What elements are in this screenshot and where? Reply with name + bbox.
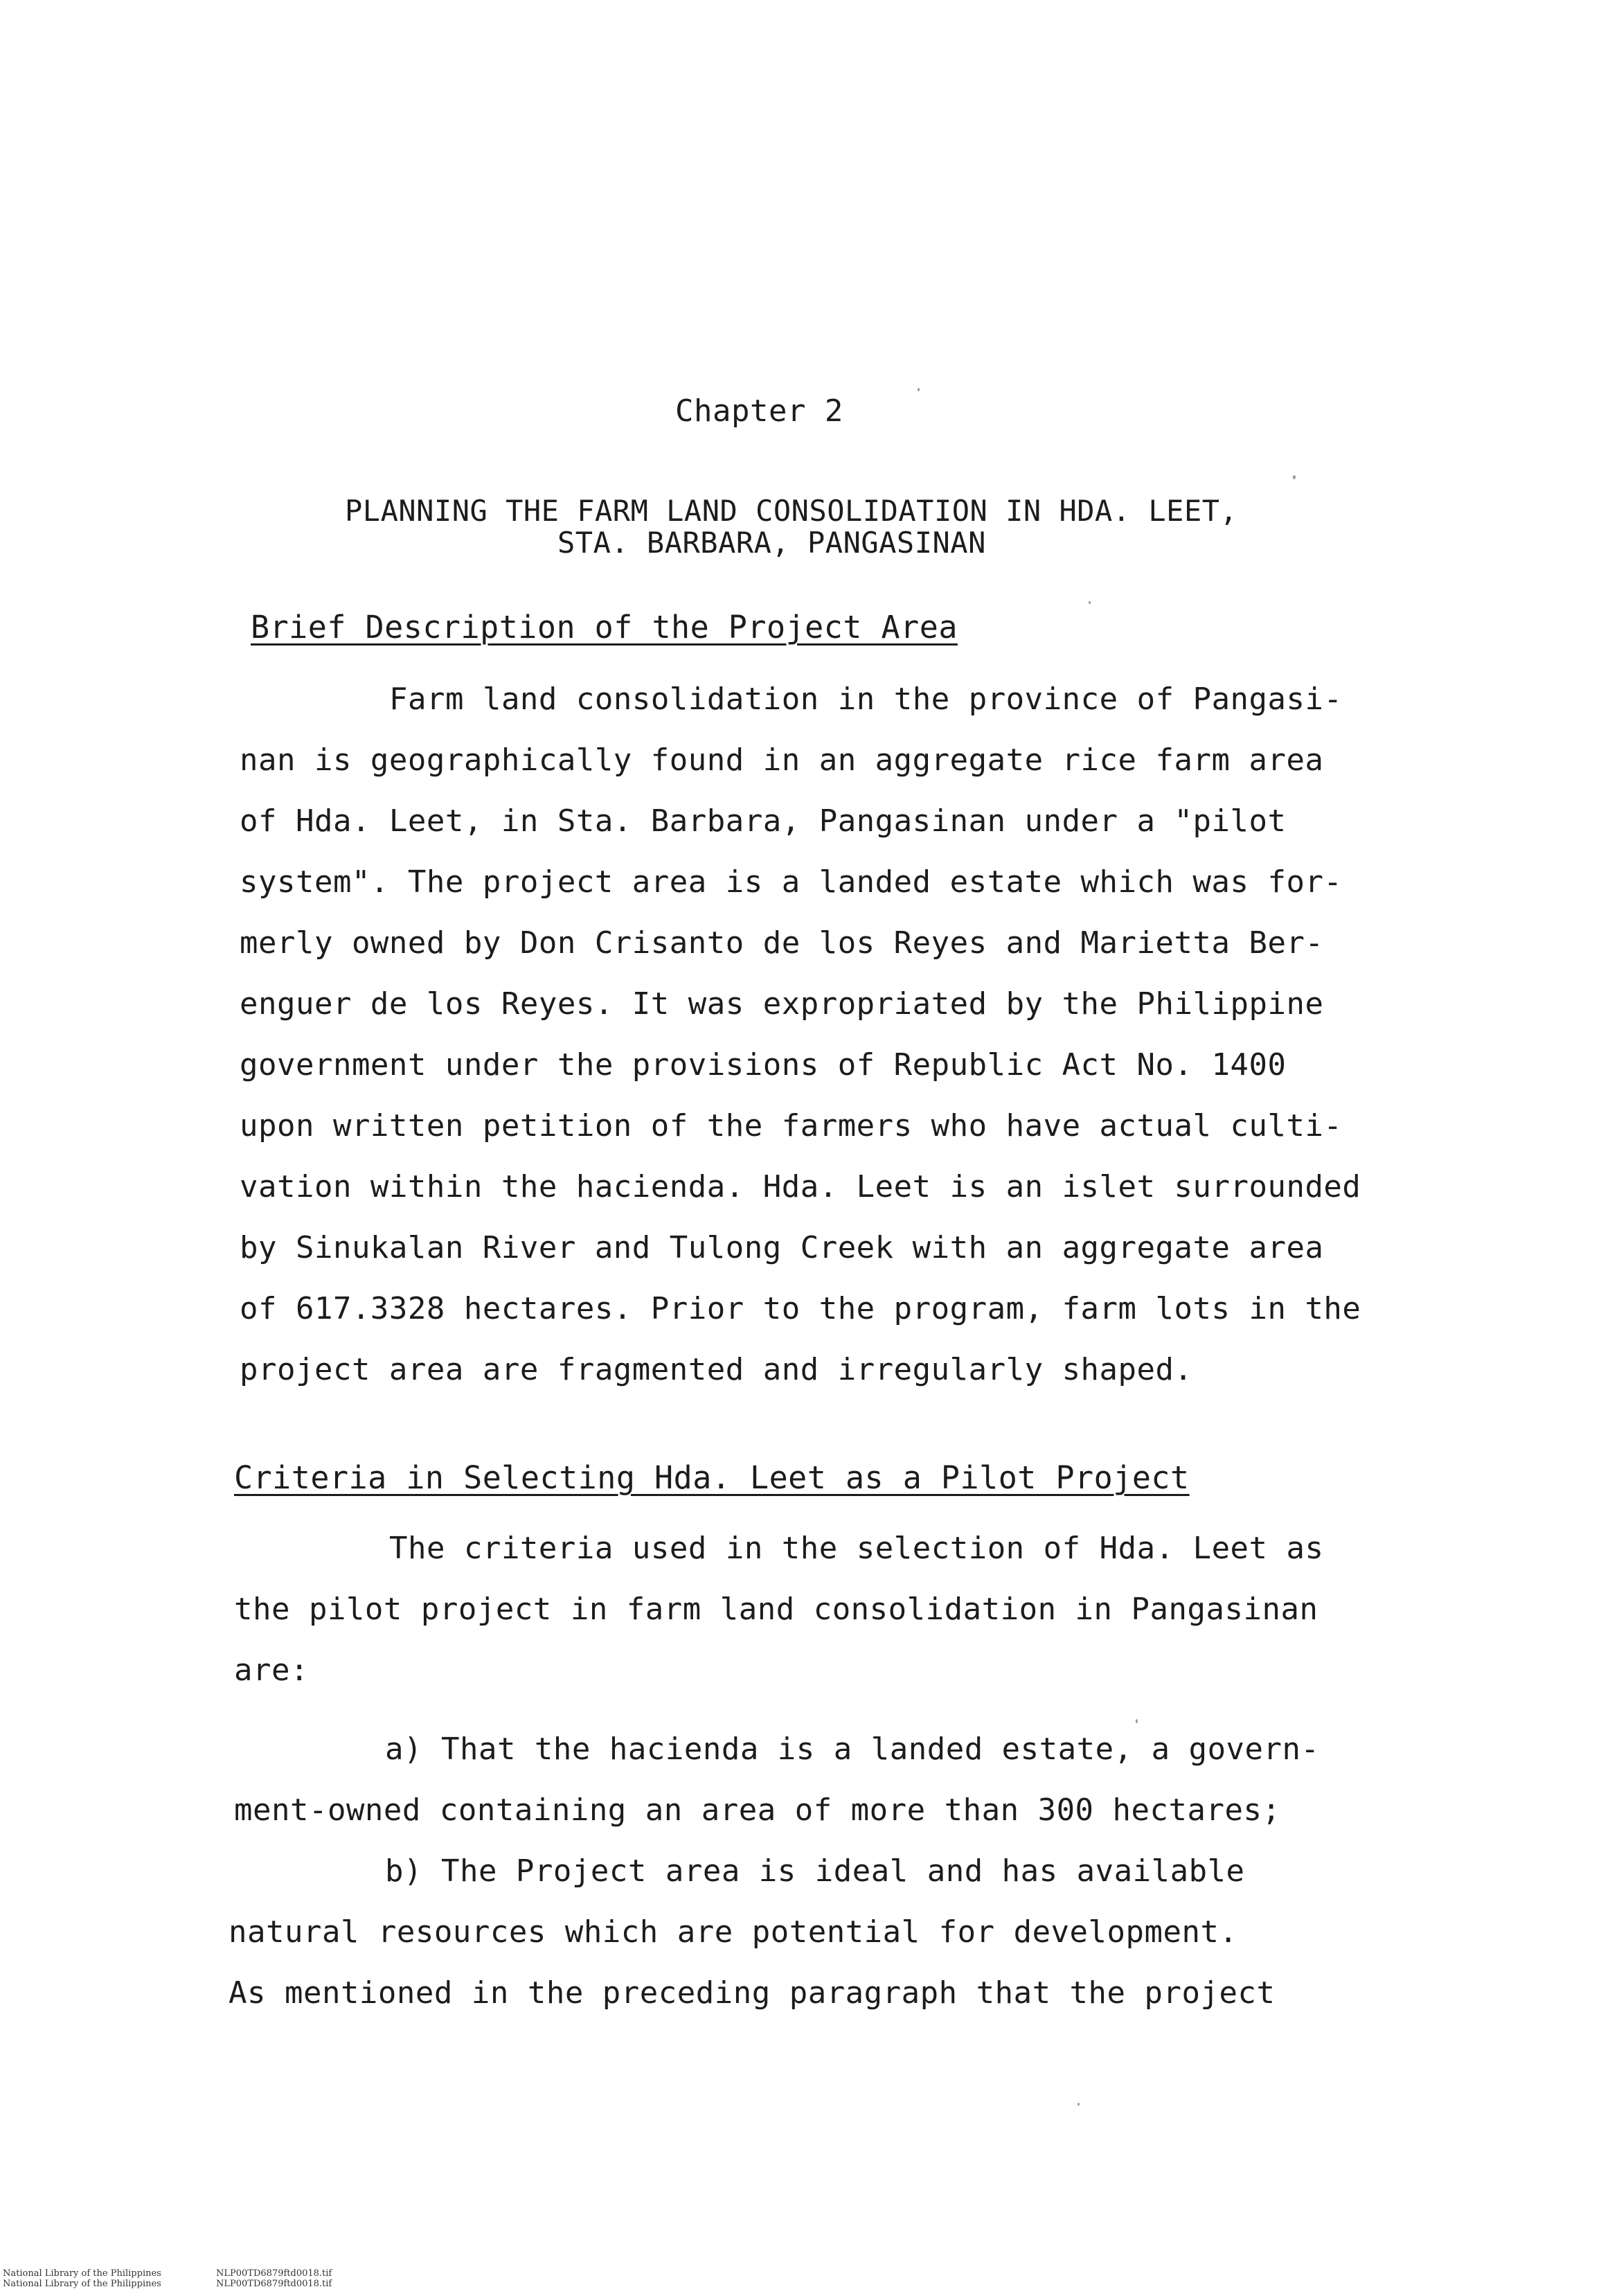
paragraph-line: upon written petition of the farmers who have actual culti- — [240, 1108, 1343, 1143]
scan-speck — [1089, 601, 1091, 604]
paragraph-line: project area are fragmented and irregularly shaped. — [240, 1352, 1193, 1387]
section-heading-project-area: Brief Description of the Project Area — [251, 609, 958, 646]
list-item-a-line: a) That the hacienda is a landed estate, a govern- — [385, 1732, 1320, 1767]
paragraph-line: are: — [234, 1653, 309, 1688]
section-heading-criteria: Criteria in Selecting Hda. Leet as a Pilot Project — [234, 1459, 1190, 1496]
paragraph-line: As mentioned in the preceding paragraph that the project — [229, 1975, 1276, 2011]
scan-speck — [1136, 1719, 1138, 1723]
chapter-title-line-2: STA. BARBARA, PANGASINAN — [557, 526, 986, 560]
list-item-b-line: b) The Project area is ideal and has available — [385, 1853, 1245, 1889]
paragraph-line: by Sinukalan River and Tulong Creek with an aggregate area — [240, 1230, 1324, 1265]
paragraph-line: Farm land consolidation in the province of Pangasi- — [389, 682, 1343, 717]
footer-library-name: National Library of the Philippines — [3, 2268, 161, 2279]
paragraph-line: government under the provisions of Republic Act No. 1400 — [240, 1047, 1287, 1083]
scan-speck — [1077, 2103, 1080, 2106]
footer-file-name: NLP00TD6879ftd0018.tif — [216, 2268, 332, 2279]
footer-library-name: National Library of the Philippines — [3, 2279, 161, 2289]
scan-speck — [918, 388, 920, 391]
chapter-title-line-1: PLANNING THE FARM LAND CONSOLIDATION IN HDA. LEET, — [345, 494, 1238, 528]
scan-speck — [1293, 475, 1296, 479]
paragraph-line: of Hda. Leet, in Sta. Barbara, Pangasinan under a "pilot — [240, 803, 1287, 839]
paragraph-line: enguer de los Reyes. It was expropriated by the Philippine — [240, 986, 1324, 1022]
chapter-label: Chapter 2 — [675, 393, 843, 429]
footer-file-name: NLP00TD6879ftd0018.tif — [216, 2279, 332, 2289]
paragraph-line: the pilot project in farm land consolidation in Pangasinan — [234, 1592, 1318, 1627]
paragraph-line: of 617.3328 hectares. Prior to the program, farm lots in the — [240, 1291, 1361, 1326]
list-item-a-line: ment-owned containing an area of more than 300 hectares; — [234, 1792, 1281, 1828]
paragraph-line: The criteria used in the selection of Hda. Leet as — [389, 1531, 1324, 1566]
paragraph-line: vation within the hacienda. Hda. Leet is an islet surrounded — [240, 1169, 1361, 1204]
paragraph-line: system". The project area is a landed estate which was for- — [240, 864, 1343, 900]
list-item-b-line: natural resources which are potential for development. — [229, 1914, 1238, 1950]
paragraph-line: nan is geographically found in an aggregate rice farm area — [240, 742, 1324, 778]
paragraph-line: merly owned by Don Crisanto de los Reyes and Marietta Ber- — [240, 925, 1324, 961]
